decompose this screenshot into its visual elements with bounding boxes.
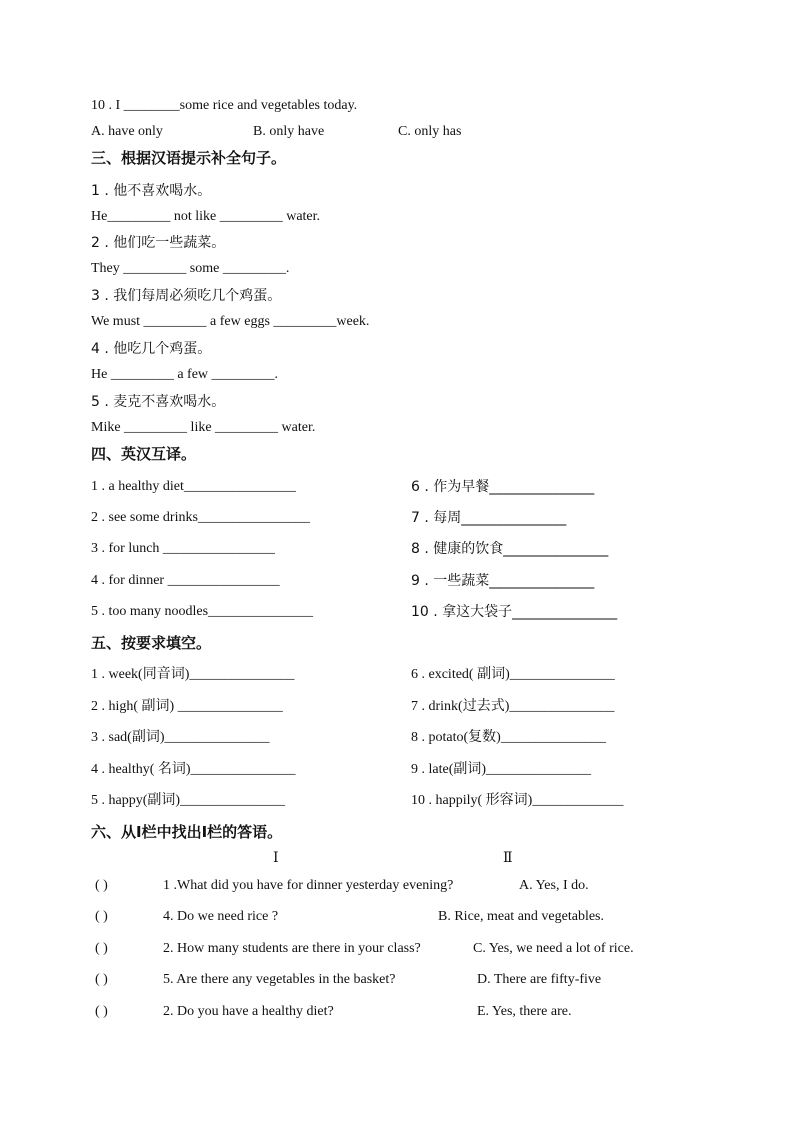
sec3-item-4-cn: 4 . 他吃几个鸡蛋。 xyxy=(91,341,212,357)
sec6-question-3: 2. How many students are there in your class? xyxy=(163,941,421,956)
sec4-right-6: 6 . 作为早餐_______________ xyxy=(411,479,595,495)
sec3-item-4-en: He _________ a few _________. xyxy=(91,367,279,382)
q10-option-c: C. only has xyxy=(398,124,462,139)
sec3-item-1-en: He_________ not like _________ water. xyxy=(91,209,321,224)
sec6-question-4: 5. Are there any vegetables in the basket? xyxy=(163,972,396,987)
sec3-item-2-cn: 2 . 他们吃一些蔬菜。 xyxy=(91,235,226,251)
sec6-answer-d: D. There are fifty-five xyxy=(477,972,602,987)
section-3-title: 三、根据汉语提示补全句子。 xyxy=(91,149,287,167)
sec6-answer-b: B. Rice, meat and vegetables. xyxy=(438,909,604,924)
sec3-item-5-en: Mike _________ like _________ water. xyxy=(91,420,316,435)
sec5-left-3: 3 . sad(副词)_______________ xyxy=(91,730,270,745)
sec4-left-5: 5 . too many noodles_______________ xyxy=(91,604,314,619)
section-6-title: 六、从Ⅰ栏中找出Ⅰ栏的答语。 xyxy=(91,823,283,841)
sec5-right-7: 7 . drink(过去式)_______________ xyxy=(411,699,615,714)
answer-bracket-2[interactable]: ( ) xyxy=(95,909,108,924)
q10-option-a: A. have only xyxy=(91,124,163,139)
sec3-item-5-cn: 5 . 麦克不喜欢喝水。 xyxy=(91,394,226,410)
sec6-question-5: 2. Do you have a healthy diet? xyxy=(163,1004,334,1019)
sec4-left-3: 3 . for lunch ________________ xyxy=(91,541,275,556)
sec4-right-9: 9 . 一些蔬菜_______________ xyxy=(411,573,595,589)
sec3-item-2-en: They _________ some _________. xyxy=(91,261,290,276)
sec3-item-3-cn: 3 . 我们每周必须吃几个鸡蛋。 xyxy=(91,288,282,304)
sec6-question-1: 1 .What did you have for dinner yesterday evening? xyxy=(163,878,454,893)
sec6-answer-c: C. Yes, we need a lot of rice. xyxy=(473,941,634,956)
sec4-right-7: 7 . 每周_______________ xyxy=(411,510,567,526)
section-5-title: 五、按要求填空。 xyxy=(91,634,212,652)
sec6-answer-e: E. Yes, there are. xyxy=(477,1004,572,1019)
answer-bracket-1[interactable]: ( ) xyxy=(95,878,108,893)
section-4-title: 四、英汉互译。 xyxy=(91,445,197,463)
sec6-answer-a: A. Yes, I do. xyxy=(519,878,589,893)
sec5-left-1: 1 . week(同音词)_______________ xyxy=(91,667,295,682)
sec5-right-9: 9 . late(副词)_______________ xyxy=(411,762,592,777)
answer-bracket-3[interactable]: ( ) xyxy=(95,941,108,956)
answer-bracket-4[interactable]: ( ) xyxy=(95,972,108,987)
sec4-left-2: 2 . see some drinks________________ xyxy=(91,510,310,525)
sec4-left-1: 1 . a healthy diet________________ xyxy=(91,479,296,494)
sec5-right-10: 10 . happily( 形容词)_____________ xyxy=(411,793,624,808)
sec5-right-6: 6 . excited( 副词)_______________ xyxy=(411,667,615,682)
sec4-right-8: 8 . 健康的饮食_______________ xyxy=(411,541,609,557)
sec3-item-1-cn: 1 . 他不喜欢喝水。 xyxy=(91,183,212,199)
sec5-left-5: 5 . happy(副词)_______________ xyxy=(91,793,286,808)
sec4-left-4: 4 . for dinner ________________ xyxy=(91,573,280,588)
sec4-right-10: 10 . 拿这大袋子_______________ xyxy=(411,604,618,620)
answer-bracket-5[interactable]: ( ) xyxy=(95,1004,108,1019)
sec3-item-3-en: We must _________ a few eggs _________week. xyxy=(91,314,370,329)
q10-option-b: B. only have xyxy=(253,124,325,139)
sec5-left-4: 4 . healthy( 名词)_______________ xyxy=(91,762,296,777)
sec6-question-2: 4. Do we need rice ? xyxy=(163,909,279,924)
column-i-header: Ⅰ xyxy=(273,851,279,866)
sec5-left-2: 2 . high( 副词) _______________ xyxy=(91,699,283,714)
sec5-right-8: 8 . potato(复数)_______________ xyxy=(411,730,606,745)
column-ii-header: Ⅱ xyxy=(503,851,513,866)
q10-stem: 10 . I ________some rice and vegetables today. xyxy=(91,98,358,113)
